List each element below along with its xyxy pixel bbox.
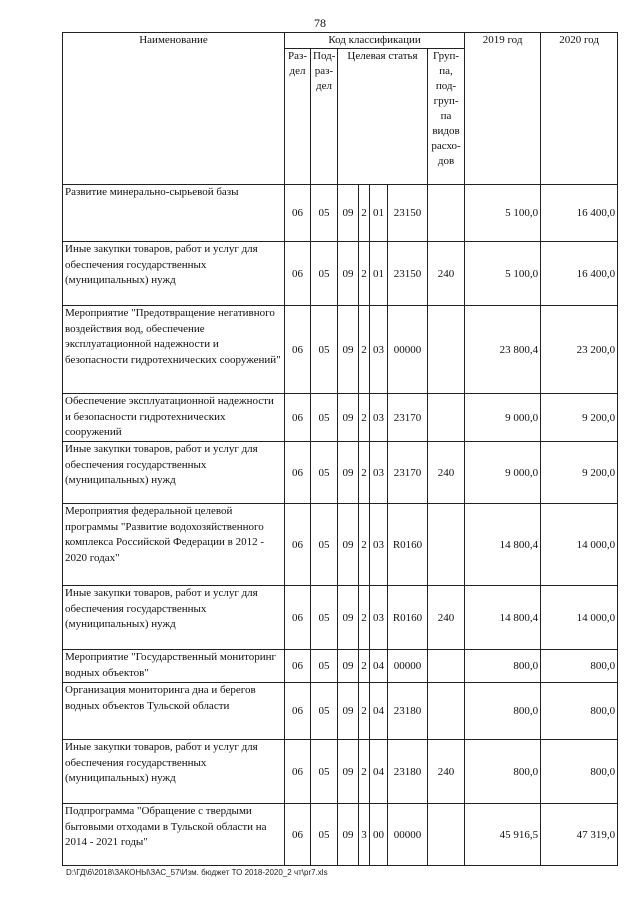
program-code: 09 (338, 586, 359, 650)
subsection-code: 05 (311, 804, 338, 866)
event-code: 04 (370, 683, 388, 740)
row-name: Развитие минерально-сырьевой базы (63, 185, 285, 242)
expense-group-code (428, 650, 465, 683)
subprogram-code: 2 (359, 394, 370, 442)
page-number: 78 (314, 16, 326, 30)
header-target-article: Целевая статья (338, 49, 428, 185)
amount-2020: 9 200,0 (541, 442, 618, 504)
direction-code: 23150 (388, 185, 428, 242)
row-name: Мероприятие "Государственный мониторинг водных объектов" (63, 650, 285, 683)
expense-group-code (428, 804, 465, 866)
direction-code: 00000 (388, 804, 428, 866)
event-code: 03 (370, 394, 388, 442)
expense-group-code (428, 394, 465, 442)
row-name: Мероприятие "Предотвращение негативного воздействия вод, обеспечение эксплуатационной надежности и безопасности гидротехнических сооружений" (63, 306, 285, 394)
row-name: Подпрограмма "Обращение с твердыми бытовыми отходами в Тульской области на 2014 - 2021 годы" (63, 804, 285, 866)
subprogram-code: 2 (359, 586, 370, 650)
event-code: 03 (370, 306, 388, 394)
amount-2019: 5 100,0 (465, 242, 541, 306)
table-row (63, 504, 618, 586)
table-row (63, 740, 618, 804)
program-code: 09 (338, 650, 359, 683)
program-code: 09 (338, 504, 359, 586)
direction-code: 23180 (388, 740, 428, 804)
table-row (63, 185, 618, 242)
amount-2019: 9 000,0 (465, 394, 541, 442)
expense-group-code: 240 (428, 242, 465, 306)
subsection-code: 05 (311, 586, 338, 650)
amount-2020: 47 319,0 (541, 804, 618, 866)
expense-group-code (428, 185, 465, 242)
expense-group-code: 240 (428, 442, 465, 504)
event-code: 01 (370, 242, 388, 306)
section-code: 06 (285, 306, 311, 394)
subsection-code: 05 (311, 185, 338, 242)
amount-2020: 800,0 (541, 740, 618, 804)
section-code: 06 (285, 394, 311, 442)
event-code: 03 (370, 504, 388, 586)
subsection-code: 05 (311, 306, 338, 394)
subsection-code: 05 (311, 683, 338, 740)
event-code: 04 (370, 650, 388, 683)
section-code: 06 (285, 650, 311, 683)
event-code: 04 (370, 740, 388, 804)
program-code: 09 (338, 804, 359, 866)
row-name: Иные закупки товаров, работ и услуг для обеспечения государственных (муниципальных) нужд (63, 442, 285, 504)
subprogram-code: 3 (359, 804, 370, 866)
event-code: 00 (370, 804, 388, 866)
direction-code: 00000 (388, 650, 428, 683)
row-name: Мероприятия федеральной целевой программы "Развитие водохозяйственного комплекса Российской Федерации в 2012 - 2020 годах" (63, 504, 285, 586)
header-section: Раз-дел (285, 49, 311, 185)
subsection-code: 05 (311, 394, 338, 442)
amount-2019: 800,0 (465, 650, 541, 683)
amount-2019: 45 916,5 (465, 804, 541, 866)
program-code: 09 (338, 683, 359, 740)
expense-group-code: 240 (428, 740, 465, 804)
amount-2020: 23 200,0 (541, 306, 618, 394)
subsection-code: 05 (311, 242, 338, 306)
table-row (63, 586, 618, 650)
amount-2020: 800,0 (541, 650, 618, 683)
header-expense-group: Груп-па, под-груп-па видов расхо-дов (428, 49, 465, 185)
subprogram-code: 2 (359, 683, 370, 740)
subsection-code: 05 (311, 650, 338, 683)
amount-2020: 14 000,0 (541, 504, 618, 586)
amount-2020: 800,0 (541, 683, 618, 740)
footer-file-path: D:\ГД\6\2018\ЗАКОНЫ\ЗАС_57\Изм. бюджет ТО 2018-2020_2 чт\pr7.xls (66, 868, 328, 877)
subprogram-code: 2 (359, 185, 370, 242)
header-2020: 2020 год (541, 33, 618, 185)
amount-2019: 5 100,0 (465, 185, 541, 242)
amount-2019: 800,0 (465, 740, 541, 804)
direction-code: 23170 (388, 394, 428, 442)
expense-group-code (428, 683, 465, 740)
amount-2020: 14 000,0 (541, 586, 618, 650)
header-2019: 2019 год (465, 33, 541, 185)
direction-code: R0160 (388, 586, 428, 650)
amount-2020: 16 400,0 (541, 185, 618, 242)
table-row (63, 804, 618, 866)
row-name: Организация мониторинга дна и берегов водных объектов Тульской области (63, 683, 285, 740)
direction-code: 23150 (388, 242, 428, 306)
row-name: Иные закупки товаров, работ и услуг для обеспечения государственных (муниципальных) нужд (63, 242, 285, 306)
expense-group-code: 240 (428, 586, 465, 650)
section-code: 06 (285, 683, 311, 740)
subprogram-code: 2 (359, 306, 370, 394)
subprogram-code: 2 (359, 740, 370, 804)
amount-2019: 14 800,4 (465, 586, 541, 650)
amount-2020: 9 200,0 (541, 394, 618, 442)
direction-code: 23180 (388, 683, 428, 740)
header-name: Наименование (63, 33, 285, 185)
expense-group-code (428, 504, 465, 586)
event-code: 01 (370, 185, 388, 242)
subsection-code: 05 (311, 442, 338, 504)
program-code: 09 (338, 185, 359, 242)
amount-2020: 16 400,0 (541, 242, 618, 306)
program-code: 09 (338, 442, 359, 504)
table-row (63, 442, 618, 504)
subprogram-code: 2 (359, 442, 370, 504)
section-code: 06 (285, 185, 311, 242)
section-code: 06 (285, 442, 311, 504)
table-row (63, 242, 618, 306)
table-row (63, 306, 618, 394)
section-code: 06 (285, 242, 311, 306)
budget-table (62, 32, 618, 866)
header-subsection: Под-раз-дел (311, 49, 338, 185)
subprogram-code: 2 (359, 242, 370, 306)
header-classification: Код классификации (285, 33, 465, 49)
section-code: 06 (285, 586, 311, 650)
direction-code: 23170 (388, 442, 428, 504)
subprogram-code: 2 (359, 504, 370, 586)
program-code: 09 (338, 242, 359, 306)
table-row (63, 683, 618, 740)
event-code: 03 (370, 586, 388, 650)
table-row (63, 650, 618, 683)
program-code: 09 (338, 394, 359, 442)
row-name: Иные закупки товаров, работ и услуг для обеспечения государственных (муниципальных) нужд (63, 740, 285, 804)
subprogram-code: 2 (359, 650, 370, 683)
row-name: Иные закупки товаров, работ и услуг для обеспечения государственных (муниципальных) нужд (63, 586, 285, 650)
amount-2019: 23 800,4 (465, 306, 541, 394)
amount-2019: 800,0 (465, 683, 541, 740)
amount-2019: 9 000,0 (465, 442, 541, 504)
direction-code: 00000 (388, 306, 428, 394)
event-code: 03 (370, 442, 388, 504)
program-code: 09 (338, 740, 359, 804)
section-code: 06 (285, 740, 311, 804)
expense-group-code (428, 306, 465, 394)
section-code: 06 (285, 504, 311, 586)
direction-code: R0160 (388, 504, 428, 586)
table-row (63, 394, 618, 442)
amount-2019: 14 800,4 (465, 504, 541, 586)
subsection-code: 05 (311, 740, 338, 804)
section-code: 06 (285, 804, 311, 866)
subsection-code: 05 (311, 504, 338, 586)
program-code: 09 (338, 306, 359, 394)
row-name: Обеспечение эксплуатационной надежности и безопасности гидротехнических сооружений (63, 394, 285, 442)
